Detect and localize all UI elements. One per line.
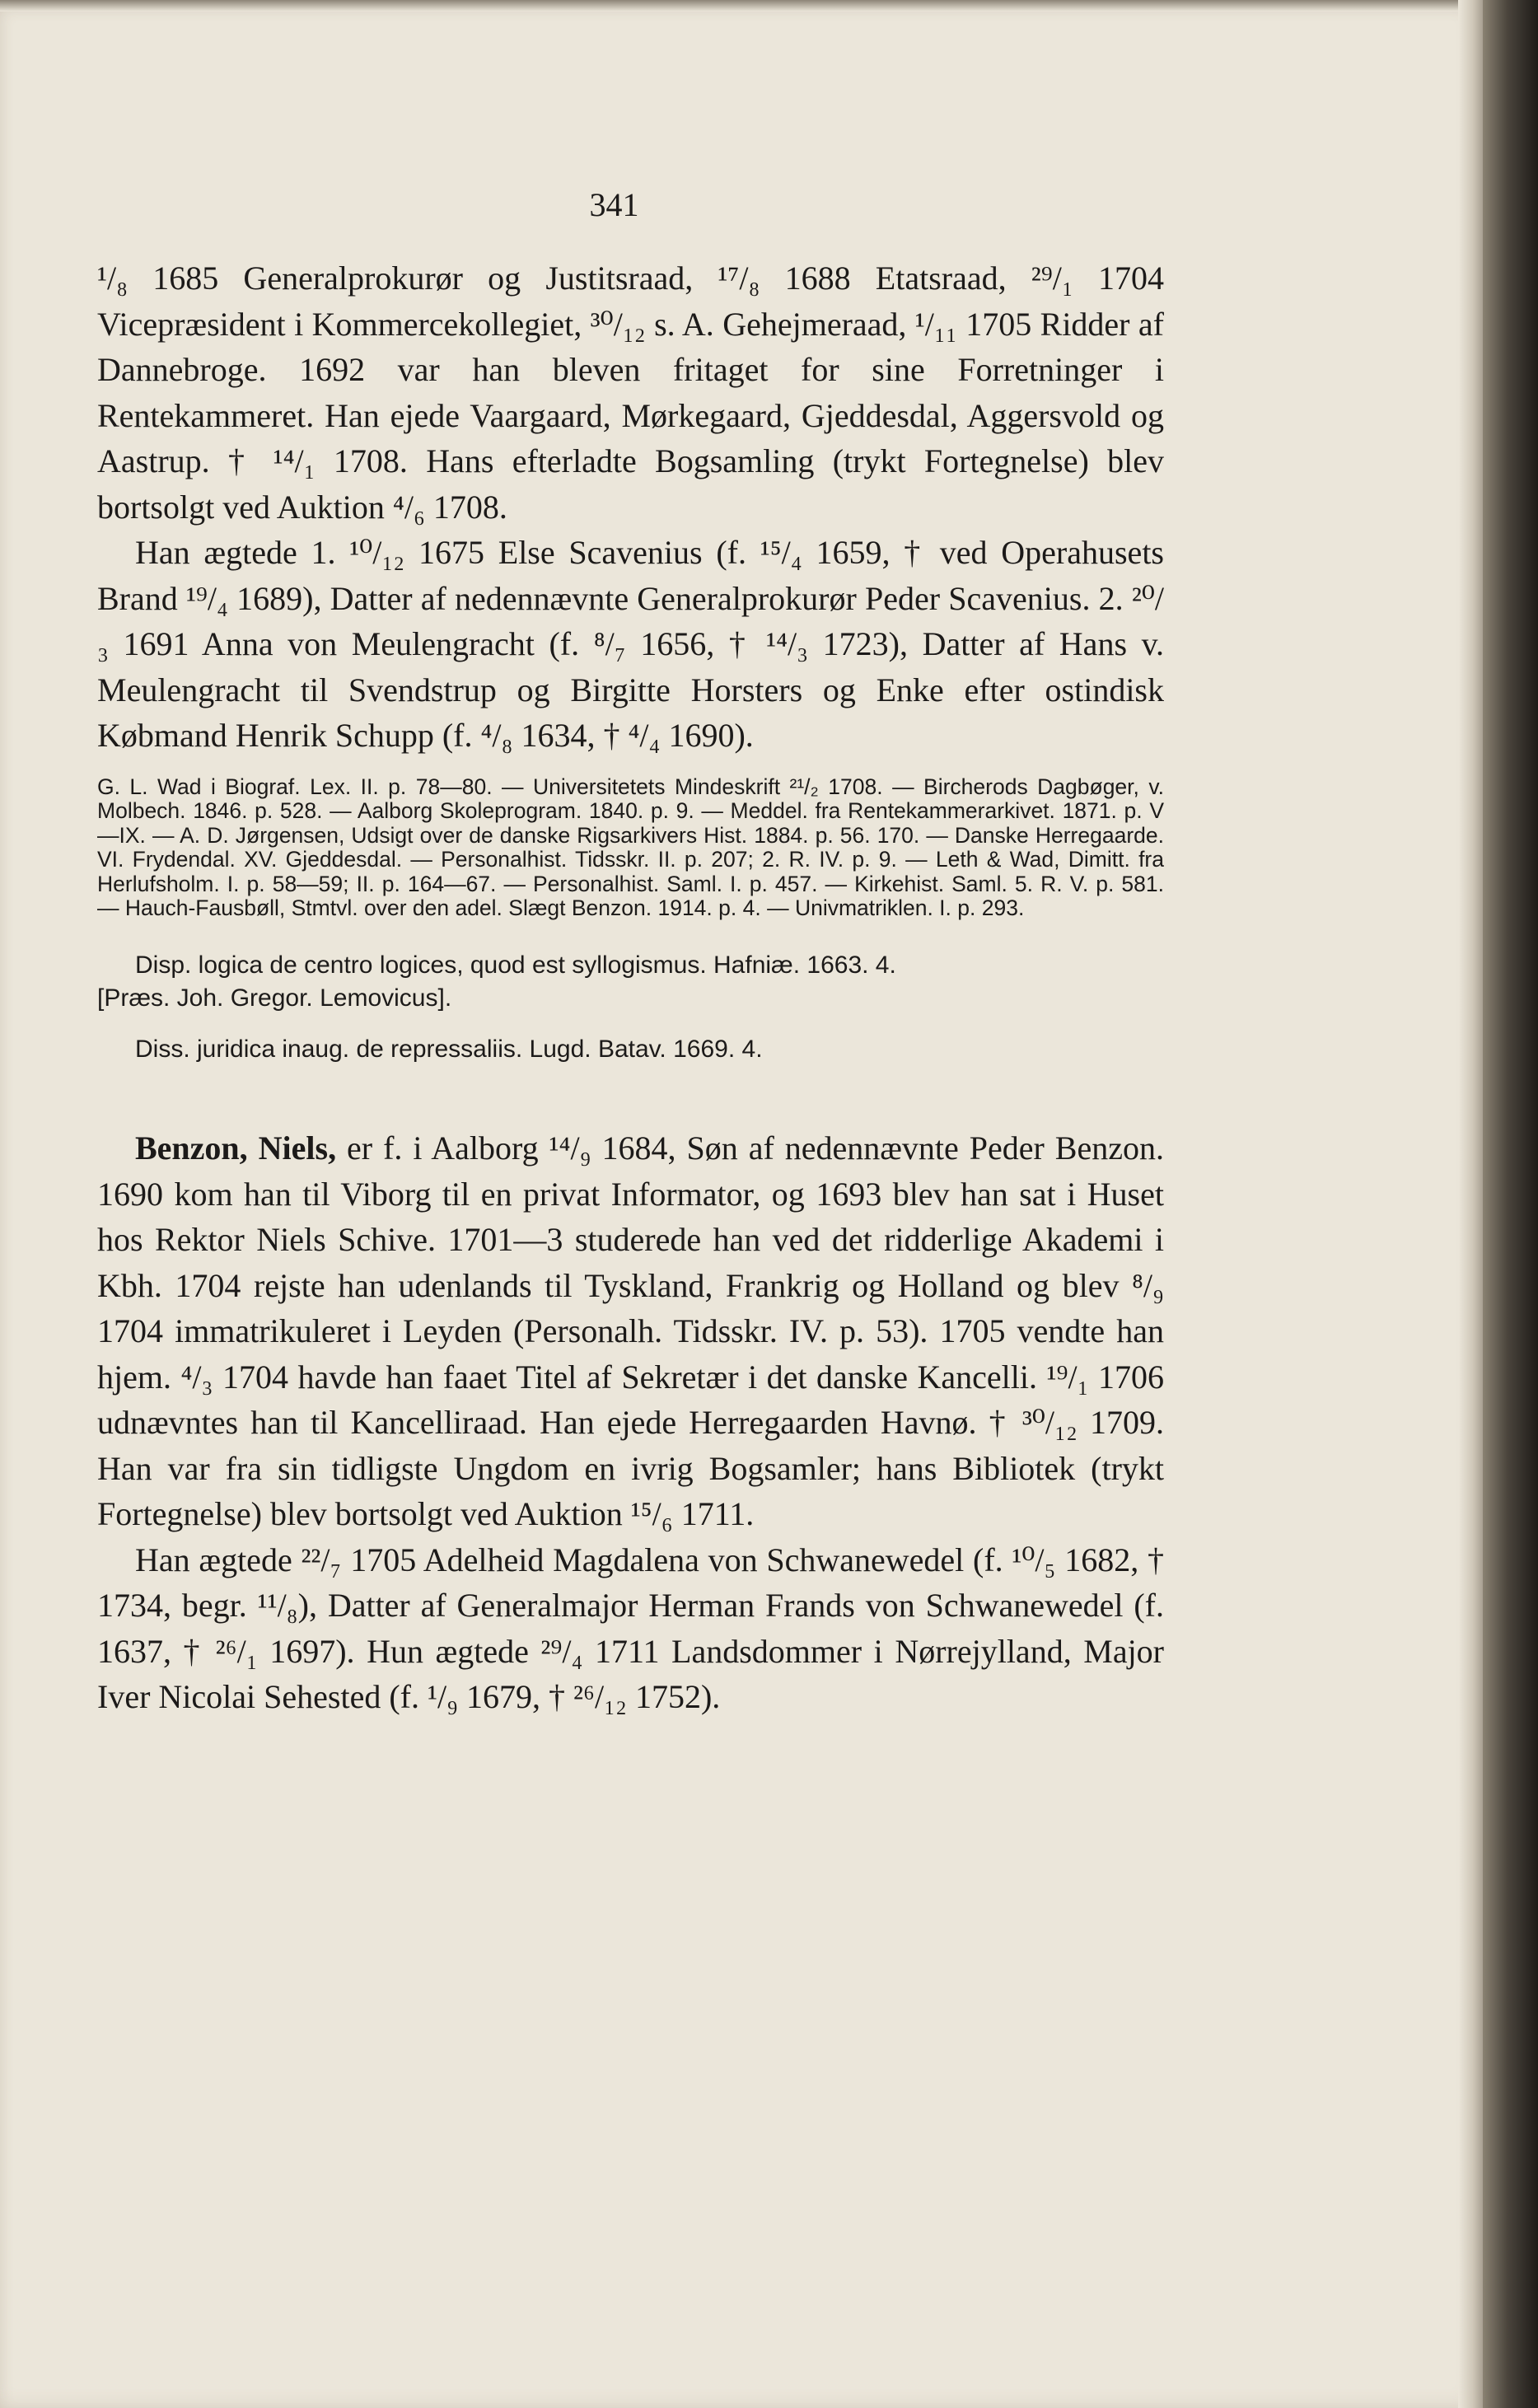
- entry-name: Benzon, Niels,: [135, 1129, 337, 1167]
- work-note: [Præs. Joh. Gregor. Lemovicus].: [97, 984, 452, 1012]
- page-right-edge: [1458, 0, 1483, 2408]
- book-binding: [1483, 0, 1538, 2408]
- page-number: 341: [589, 186, 639, 223]
- paragraph-career: ¹/₈ 1685 Generalprokurør og Justitsraad, ¹⁷/₈ 1688 Etatsraad, ²⁹/₁ 1704 Vicepræsident i Kommercekollegiet, ³⁰/₁₂ s. A. Gehejmeraad, ¹/₁₁ 1705 Ridder af Dannebroge. 1692 var han bleven fritaget for sine Forretninger i Rentekammeret. Han ejede Vaargaard, Mørkegaard, Gjeddesdal, Aggersvold og Aastrup. † ¹⁴/₁ 1708. Hans efterladte Bogsamling (trykt Fortegnelse) blev bortsolgt ved Auktion ⁴/₆ 1708.: [97, 260, 1164, 526]
- work-title: Disp. logica de centro logices, quod est syllogismus. Hafniæ. 1663. 4.: [135, 952, 896, 980]
- entry-text: er f. i Aalborg ¹⁴/₉ 1684, Søn af nedennævnte Peder Benzon. 1690 kom han til Viborg til en privat Informator, og 1693 blev han sat i Huset hos Rektor Niels Schive. 1701—3 studerede han ved det ridderlige Akademi i Kbh. 1704 rejste han udenlands til Tyskland, Frankrig og Holland og blev ⁸/₉ 1704 immatrikuleret i Leyden (Personalh. Tidsskr. IV. p. 53). 1705 vendte han hjem. ⁴/₃ 1704 havde han faaet Titel af Sekretær i det danske Kancelli. ¹⁹/₁ 1706 udnævntes han til Kancelliraad. Han ejede Herregaarden Havnø. † ³⁰/₁₂ 1709. Han var fra sin tidligste Ungdom en ivrig Bogsamler; hans Bibliotek (trykt Fortegnelse) blev bortsolgt ved Auktion ¹⁵/₆ 1711.: [97, 1129, 1164, 1533]
- paragraph-marriage-scavenius: Han ægtede 1. ¹⁰/₁₂ 1675 Else Scavenius (f. ¹⁵/₄ 1659, † ved Operahusets Brand ¹⁹/₄ 1689), Datter af nedennævnte Generalprokurør Peder Scavenius. 2. ²⁰/₃ 1691 Anna von Meulengracht (f. ⁸/₇ 1656, † ¹⁴/₃ 1723), Datter af Hans v. Meulengracht til Svendstrup og Birgitte Horsters og Enke efter ostindisk Købmand Henrik Schupp (f. ⁴/₈ 1634, † ⁴/₄ 1690).: [97, 534, 1164, 754]
- page-top-edge: [0, 0, 1483, 12]
- entry-marriage: Han ægtede ²²/₇ 1705 Adelheid Magdalena von Schwanewedel (f. ¹⁰/₅ 1682, † 1734, begr. ¹¹/₈), Datter af Generalmajor Herman Frands von Schwanewedel (f. 1637, † ²⁶/₁ 1697). Hun ægtede ²⁹/₄ 1711 Landsdommer i Nørrejylland, Major Iver Nicolai Sehested (f. ¹/₉ 1679, † ²⁶/₁₂ 1752).: [97, 1541, 1164, 1716]
- entry-benzon-niels: [97, 1125, 1164, 1537]
- work-entry: [97, 1033, 1164, 1066]
- text-block: [97, 185, 1164, 1720]
- work-title: Diss. juridica inaug. de repressaliis. Lugd. Batav. 1669. 4.: [135, 1036, 763, 1064]
- work-entry: [97, 949, 1164, 1015]
- references: G. L. Wad i Biograf. Lex. II. p. 78—80. — Universitetets Mindeskrift ²¹/₂ 1708. — Bircherods Dagbøger, v. Molbech. 1846. p. 528. — Aalborg Skoleprogram. 1840. p. 9. — Meddel. fra Rentekammerarkivet. 1871. p. V—IX. — A. D. Jørgensen, Udsigt over de danske Rigsarkivers Hist. 1884. p. 56. 170. — Danske Herregaarde. VI. Frydendal. XV. Gjeddesdal. — Personalhist. Tidsskr. II. p. 207; 2. R. IV. p. 9. — Leth & Wad, Dimitt. fra Herlufsholm. I. p. 58—59; II. p. 164—67. — Personalhist. Saml. I. p. 457. — Kirkehist. Saml. 5. R. V. p. 581. — Hauch-Fausbøll, Stmtvl. over den adel. Slægt Benzon. 1914. p. 4. — Univmatriklen. I. p. 293.: [97, 774, 1164, 921]
